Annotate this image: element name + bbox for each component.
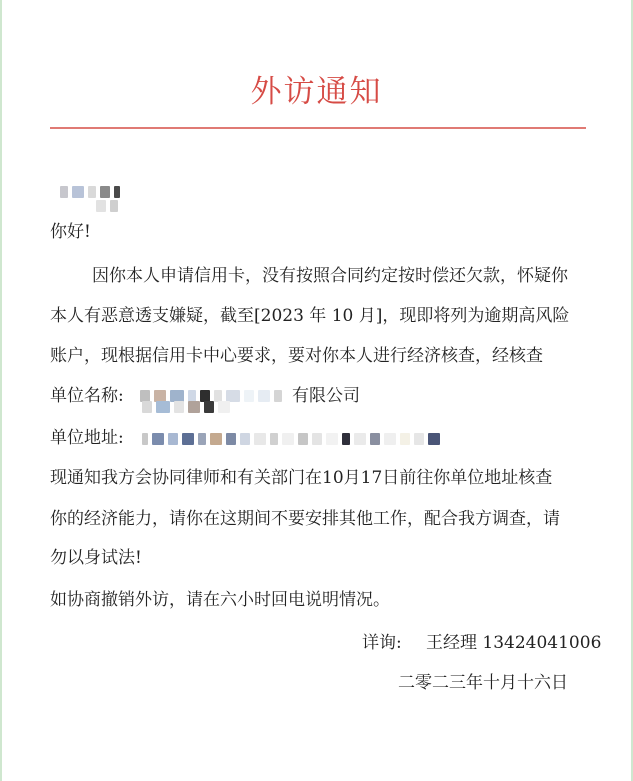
redacted-unit-address: [142, 433, 440, 445]
paragraph-2-line-3: 勿以身试法!: [50, 548, 142, 568]
page-edge-left: [0, 0, 2, 781]
notice-title: 外访通知: [250, 74, 383, 110]
paragraph-1-line-3: 账户，现根据信用卡中心要求，要对你本人进行经济核查，经核查: [50, 346, 543, 366]
redacted-unit-name-row2: [142, 401, 230, 413]
redacted-recipient-name: [60, 186, 120, 198]
contact-label: 详询:: [362, 633, 402, 653]
unit-name-suffix: 有限公司: [292, 386, 360, 406]
paragraph-2-line-1: 现通知我方会协同律师和有关部门在10月17日前往你单位地址核查: [50, 468, 553, 488]
paragraph-1-line-1: 因你本人申请信用卡，没有按照合同约定按时偿还欠款，怀疑你: [92, 266, 568, 286]
unit-address-label: 单位地址:: [50, 428, 124, 448]
unit-name-label: 单位名称:: [50, 386, 124, 406]
greeting: 你好!: [50, 222, 91, 242]
notice-date: 二零二三年十月十六日: [398, 673, 568, 693]
paragraph-3: 如协商撤销外访，请在六小时回电说明情况。: [50, 590, 390, 610]
title-divider: [50, 127, 586, 129]
paragraph-1-line-2: 本人有恶意透支嫌疑，截至[2023 年 10 月]，现即将列为逾期高风险: [50, 306, 570, 326]
paragraph-2-line-2: 你的经济能力，请你在这期间不要安排其他工作，配合我方调查，请: [50, 509, 560, 529]
contact-value: 王经理 13424041006: [426, 633, 602, 653]
redacted-recipient-name-shadow: [96, 200, 118, 212]
